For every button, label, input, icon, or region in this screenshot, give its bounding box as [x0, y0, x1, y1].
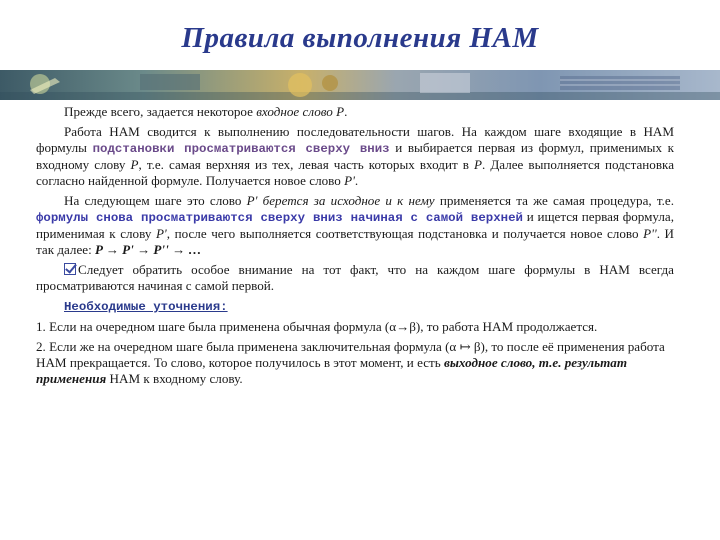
paragraph-3: На следующем шаге это слово P' берется за исходное и к нему применяется та же самая процедура, т.е. формулы снова просматриваются сверху вниз начиная с самой верхней и ищется первая формула, применимая к слову P', после чего выполняется соответствующая подстановка и получается новое слово P''. И так далее: P → P' → P'' → … — [36, 193, 674, 257]
decorative-banner — [0, 70, 720, 100]
slide-title: Правила выполнения НАМ — [181, 22, 539, 54]
paragraph-5 — [36, 298, 674, 315]
paragraph-7: 2. Если же на очередном шаге была применена заключительная формула (α ↦ β), то после её применения работа НАМ прекращается. То слово, которое получилось в этот момент, и есть выходное слово, т.е. результат применения НАМ к входному слову. — [36, 339, 665, 386]
checkbox-icon — [64, 263, 76, 275]
paragraph-4: Следует обратить особое внимание на тот факт, что на каждом шаге формулы в НАМ всегда просматриваются начиная с самой первой. — [36, 262, 674, 293]
paragraph-6: 1. Если на очередном шаге была применена обычная формула (α→β), то работа НАМ продолжается. — [36, 319, 598, 334]
content-body — [36, 104, 674, 391]
section-header: Необходимые уточнения: — [64, 300, 228, 314]
paragraph-2: Работа НАМ сводится к выполнению последовательности шагов. На каждом шаге входящие в НАМ формулы подстановки просматриваются сверху вниз и выбирается первая из формул, применимых к входному слову P, т.е. самая верхняя из тех, левая часть которых входит в P. Далее выполняется подстановка согласно найденной формуле. Получается новое слово P'. — [36, 124, 674, 188]
banner-image — [0, 70, 720, 100]
paragraph-1: Прежде всего, задается некоторое входное слово P. — [64, 104, 348, 119]
